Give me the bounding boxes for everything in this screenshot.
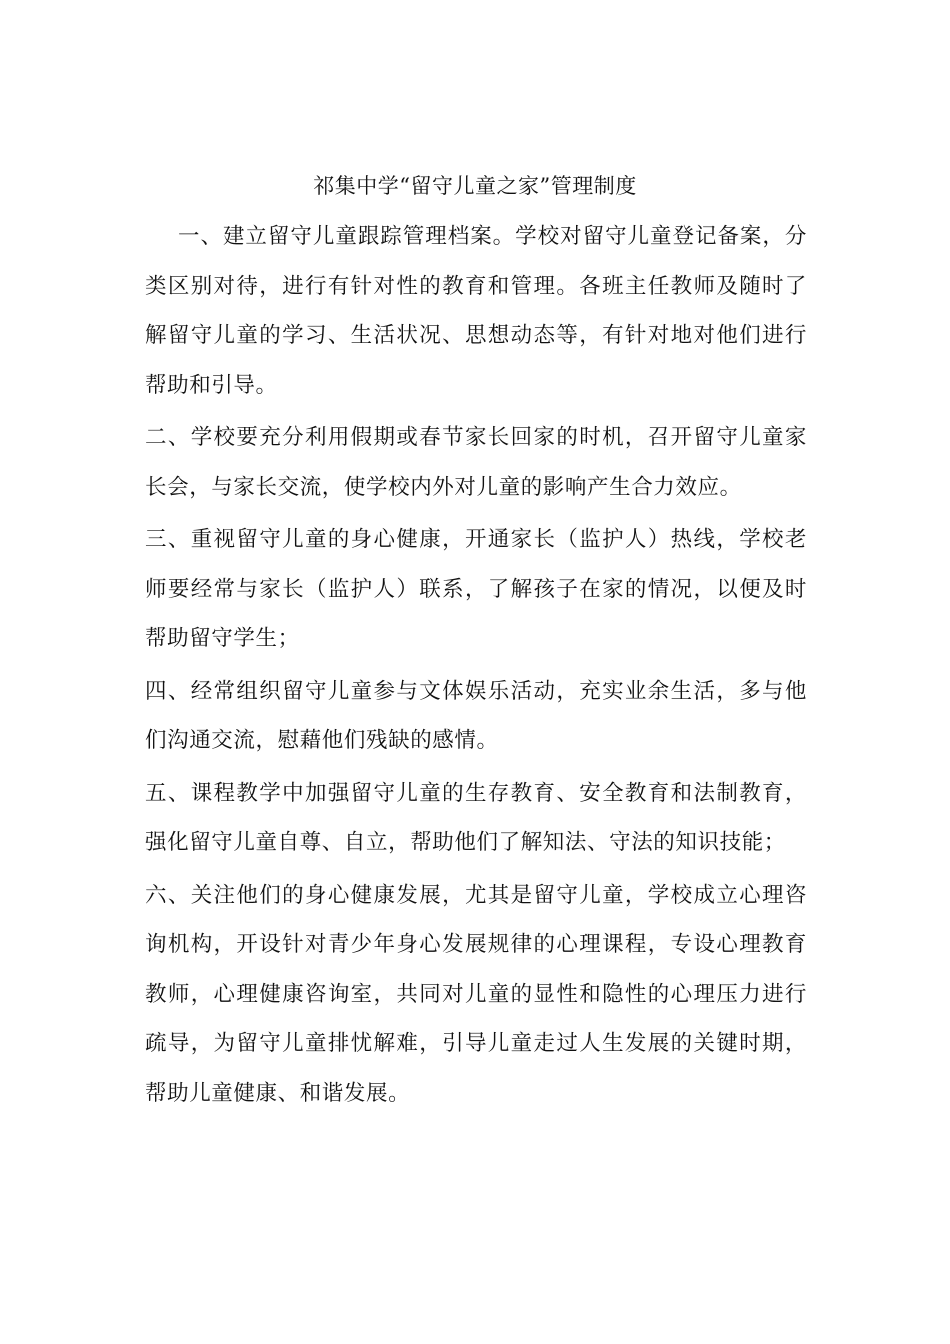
document-body — [145, 212, 807, 1121]
document-title: 祁集中学“留守儿童之家”管理制度 — [313, 174, 637, 198]
rule-paragraph-2: 二、学校要充分利用假期或春节家长回家的时机，召开留守儿童家长会，与家长交流，使学校内外对儿童的影响产生合力效应。 — [145, 425, 807, 500]
rule-paragraph-1: 一、建立留守儿童跟踪管理档案。学校对留守儿童登记备案，分类区别对待，进行有针对性的教育和管理。各班主任教师及随时了解留守儿童的学习、生活状况、思想动态等，有针对地对他们进行帮助和引导。 — [145, 224, 807, 398]
rule-paragraph-5: 五、课程教学中加强留守儿童的生存教育、安全教育和法制教育，强化留守儿童自尊、自立，帮助他们了解知法、守法的知识技能； — [145, 780, 807, 855]
rule-paragraph-3: 三、重视留守儿童的身心健康，开通家长（监护人）热线，学校老师要经常与家长（监护人）联系，了解孩子在家的情况，以便及时帮助留守学生； — [145, 527, 807, 651]
rule-paragraph-4: 四、经常组织留守儿童参与文体娱乐活动，充实业余生活，多与他们沟通交流，慰藉他们残缺的感情。 — [145, 678, 807, 753]
rule-paragraph-6: 六、关注他们的身心健康发展，尤其是留守儿童，学校成立心理咨询机构，开设针对青少年身心发展规律的心理课程，专设心理教育教师，心理健康咨询室，共同对儿童的显性和隐性的心理压力进行疏导，为留守儿童排忧解难，引导儿童走过人生发展的关键时期，帮助儿童健康、和谐发展。 — [145, 882, 807, 1106]
